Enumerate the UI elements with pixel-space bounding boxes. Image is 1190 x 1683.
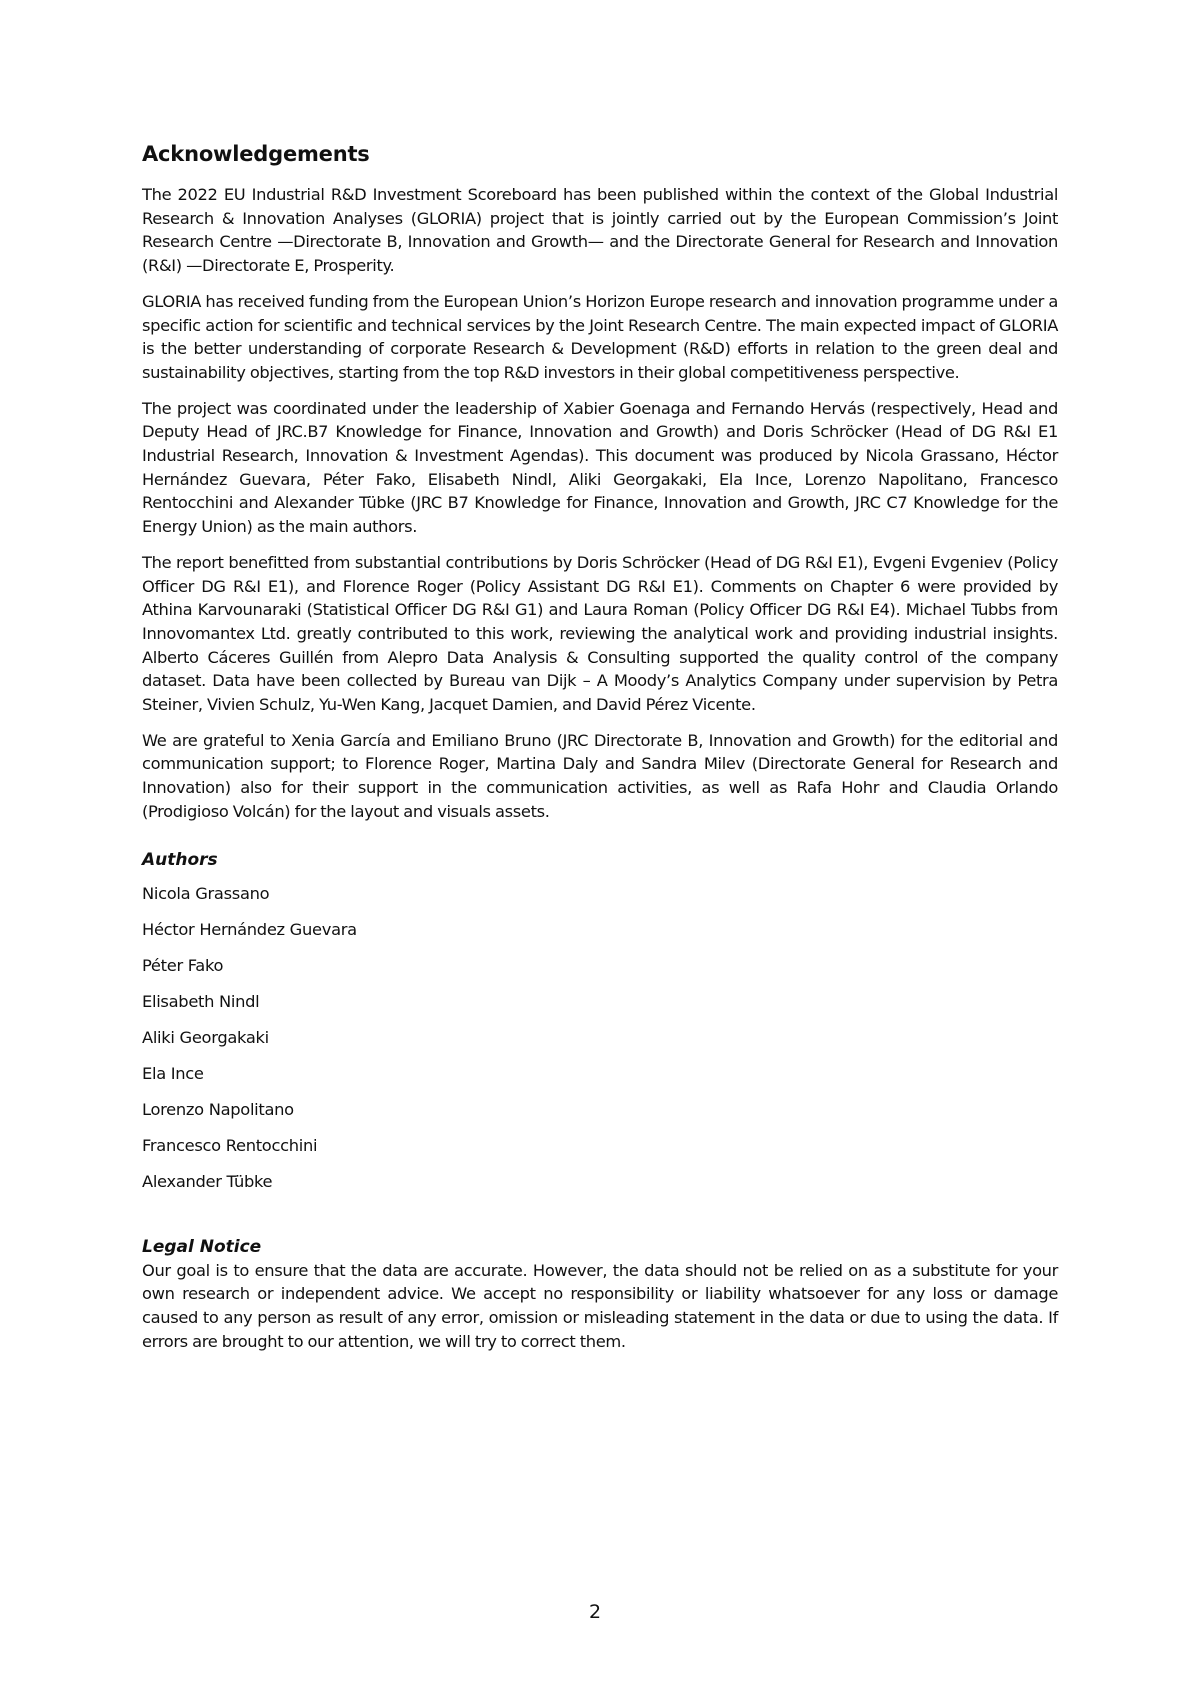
authors-heading: Authors xyxy=(142,849,218,870)
author-name: Elisabeth Nindl xyxy=(142,991,260,1011)
authors-list xyxy=(142,882,1058,1206)
author-name: Ela Ince xyxy=(142,1063,204,1083)
author-name: Francesco Rentocchini xyxy=(142,1135,318,1155)
author-name: Héctor Hernández Guevara xyxy=(142,919,357,939)
acknowledgements-heading: Acknowledgements xyxy=(142,142,370,166)
paragraph-gloria-funding: GLORIA has received funding from the European Union’s Horizon Europe research and innovation programme under a specific action for scientific and technical services by the Joint Research Centre. The main expected impact of GLORIA is the better understanding of corporate Research & Development (R&D) efforts in relation to the green deal and sustainability objectives, starting from the top R&D investors in their global competitiveness perspective. xyxy=(142,291,1058,382)
author-name: Aliki Georgakaki xyxy=(142,1027,269,1047)
author-name: Lorenzo Napolitano xyxy=(142,1099,294,1119)
author-name: Alexander Tübke xyxy=(142,1171,273,1191)
page-content xyxy=(142,140,1058,1365)
author-name: Nicola Grassano xyxy=(142,883,270,903)
paragraph-gratitude: We are grateful to Xenia García and Emiliano Bruno (JRC Directorate B, Innovation and Growth) for the editorial and communication support; to Florence Roger, Martina Daly and Sandra Milev (Directorate General for Research and Innovation) also for their support in the communication activities, as well as Rafa Hohr and Claudia Orlando (Prodigioso Volcán) for the layout and visuals assets. xyxy=(142,730,1058,821)
paragraph-coordination: The project was coordinated under the leadership of Xabier Goenaga and Fernando Hervás (respectively, Head and Deputy Head of JRC.B7 Knowledge for Finance, Innovation and Growth) and Doris Schröcker (Head of DG R&I E1 Industrial Research, Innovation & Investment Agendas). This document was produced by Nicola Grassano, Héctor Hernández Guevara, Péter Fako, Elisabeth Nindl, Aliki Georgakaki, Ela Ince, Lorenzo Napolitano, Francesco Rentocchini and Alexander Tübke (JRC B7 Knowledge for Finance, Innovation and Growth, JRC C7 Knowledge for the Energy Union) as the main authors. xyxy=(142,398,1058,537)
author-name: Péter Fako xyxy=(142,955,224,975)
legal-notice-text: Our goal is to ensure that the data are accurate. However, the data should not be relied on as a substitute for your own research or independent advice. We accept no responsibility or liability whatsoever for any loss or damage caused to any person as result of any error, omission or misleading statement in the data or due to using the data. If errors are brought to our attention, we will try to correct them. xyxy=(142,1260,1058,1351)
legal-notice-heading: Legal Notice xyxy=(142,1236,262,1257)
paragraph-gloria-context: The 2022 EU Industrial R&D Investment Scoreboard has been published within the context of the Global Industrial Research & Innovation Analyses (GLORIA) project that is jointly carried out by the European Commission’s Joint Research Centre —Directorate B, Innovation and Growth— and the Directorate General for Research and Innovation (R&I) —Directorate E, Prosperity. xyxy=(142,185,1058,276)
paragraph-contributions: The report benefitted from substantial contributions by Doris Schröcker (Head of DG R&I E1), Evgeni Evgeniev (Policy Officer DG R&I E1), and Florence Roger (Policy Assistant DG R&I E1). Comments on Chapter 6 were provided by Athina Karvounaraki (Statistical Officer DG R&I G1) and Laura Roman (Policy Officer DG R&I E4). Michael Tubbs from Innovomantex Ltd. greatly contributed to this work, reviewing the analytical work and providing industrial insights. Alberto Cáceres Guillén from Alepro Data Analysis & Consulting supported the quality control of the company dataset. Data have been collected by Bureau van Dijk – A Moody’s Analytics Company under supervision by Petra Steiner, Vivien Schulz, Yu-Wen Kang, Jacquet Damien, and David Pérez Vicente. xyxy=(142,552,1058,715)
page-number: 2 xyxy=(588,1601,602,1623)
